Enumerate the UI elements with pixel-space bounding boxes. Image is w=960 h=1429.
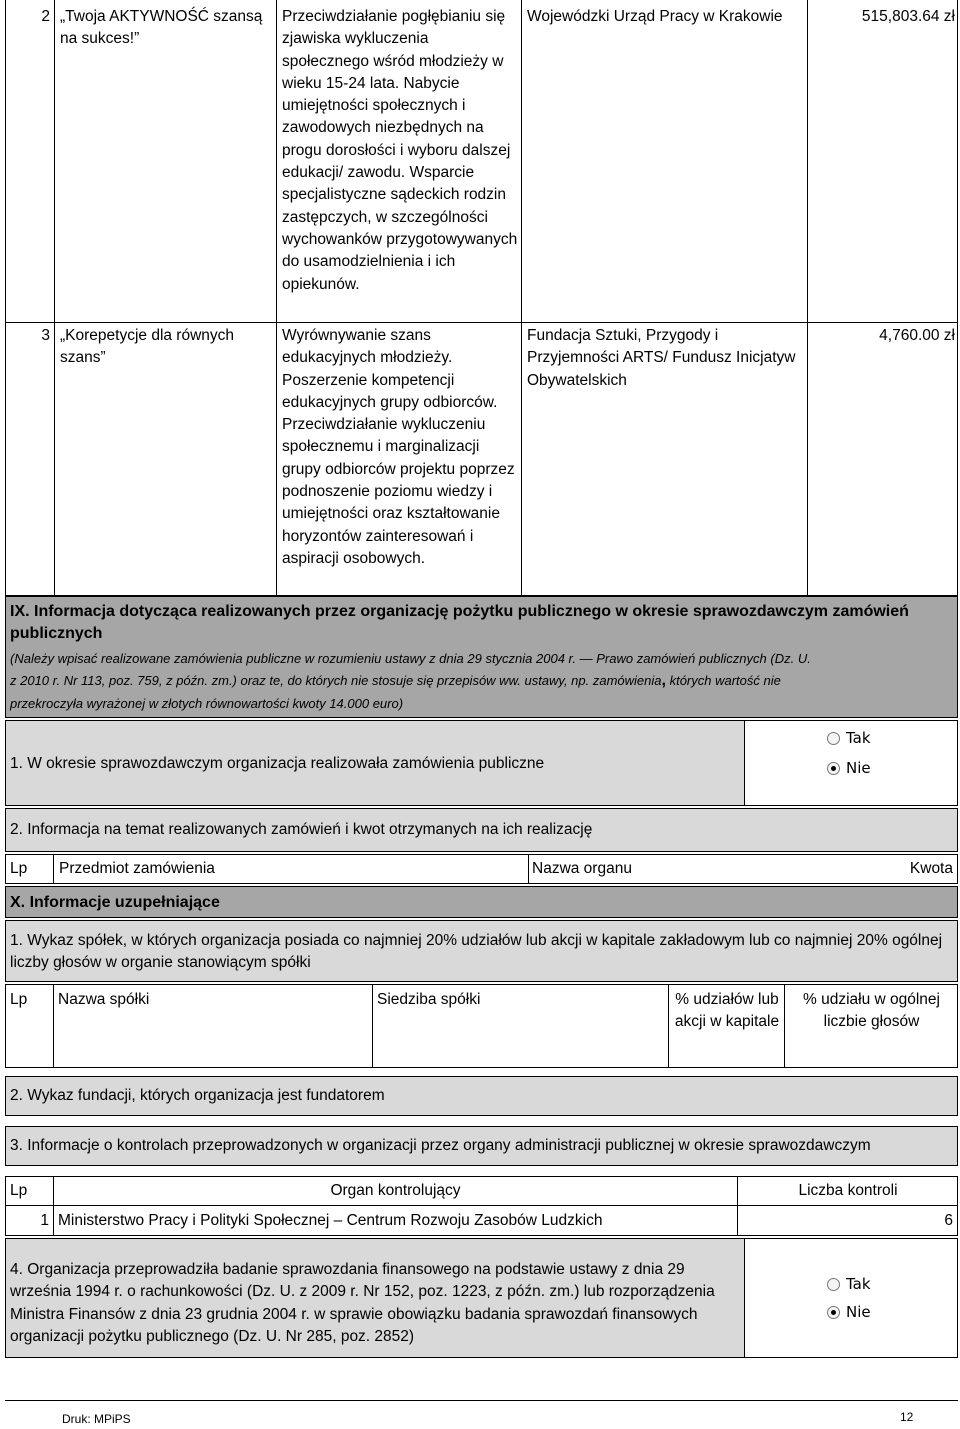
col-lp: Lp	[10, 860, 28, 877]
x-q1-label: 1. Wykaz spółek, w których organizacja posiada co najmniej 20% udziałów lub akcji w kapitale zakładowym lub co najmniej 20% ogólnej liczby głosów w organie stanowiącym spółki	[10, 932, 943, 972]
project-name: „Korepetycje dla równych szans”	[60, 327, 235, 367]
radio-checked-icon[interactable]	[827, 762, 840, 775]
x-q4-label: 4. Organizacja przeprowadziła badanie sprawozdania finansowego na podstawie ustawy z dnia 29 września 1994 r. o rachunkowości (Dz. U. z 2009 r. Nr 152, poz. 1223, z późn. zm.) lub rozporządzenia Ministra Finansów z dnia 23 grudnia 2004 r. w sprawie obowiązku badania sprawozdań finansowych organizacji pożytku publicznego (Dz. U. Nr 285, poz. 2852)	[10, 1261, 715, 1345]
col-authority: Nazwa organu	[532, 860, 632, 877]
x-q1-cell	[5, 920, 958, 982]
section-ix-header	[5, 596, 958, 718]
x-q4-cell	[5, 1238, 745, 1358]
ix-q1-label: 1. W okresie sprawozdawczym organizacja realizowała zamówienia publiczne	[10, 755, 545, 772]
col-lp: Lp	[10, 1182, 28, 1199]
page-number: 12	[900, 1410, 914, 1424]
ix-q1-cell	[5, 720, 745, 806]
projects-table	[5, 0, 958, 596]
x-q4-option-no[interactable]: Nie	[827, 1303, 871, 1321]
col-company-seat: Siedziba spółki	[377, 991, 481, 1008]
section-x-header	[5, 886, 958, 918]
row-lp: 3	[41, 327, 50, 344]
table-row	[5, 1206, 958, 1236]
radio-unchecked-icon[interactable]	[827, 1278, 840, 1291]
x-q4-options	[745, 1238, 958, 1358]
project-goal: Wyrównywanie szans edukacyjnych młodzieży. Poszerzenie kompetencji edukacyjnych grupy odbiorców. Przeciwdziałanie wykluczeniu społecznemu i marginalizacji grupy odbiorców projektu poprzez podnoszenie poziomu wiedzy i umiejętności oraz kształtowanie horyzontów zainteresowań i aspiracji osobowych.	[282, 327, 515, 567]
radio-checked-icon[interactable]	[827, 1306, 840, 1319]
ix-q1-option-no[interactable]: Nie	[827, 759, 871, 777]
col-votes: % udziału w ogólnej liczbie głosów	[802, 991, 940, 1031]
x-q3-label: 3. Informacje o kontrolach przeprowadzonych w organizacji przez organy administracji publicznej w okresie sprawozdawczym	[10, 1137, 871, 1154]
x-q4-option-yes[interactable]: Tak	[827, 1275, 871, 1293]
ix-q2-label: 2. Informacja na temat realizowanych zamówień i kwot otrzymanych na ich realizację	[10, 821, 593, 838]
col-shares: % udziałów lub akcji w kapitale	[674, 991, 780, 1031]
footer-print: Druk: MPiPS	[62, 1412, 131, 1426]
x-q2-cell	[5, 1076, 958, 1116]
row-lp: 2	[41, 8, 50, 25]
section-ix-note: (Należy wpisać realizowane zamówienia publiczne w rozumieniu ustawy z dnia 29 stycznia 2004 r. — Prawo zamówień publicznych (Dz. U. z 2010 r. Nr 113, poz. 759, z późn. zm.) oraz te, do których nie stosuje się przepisów ww. ustawy, np. zamówienia, których wartość nie przekroczyła wyrażonej w złotych równowartości kwoty 14.000 euro)	[10, 650, 811, 711]
col-lp: Lp	[10, 991, 28, 1008]
footer-rule	[5, 1400, 958, 1401]
project-organization: Wojewódzki Urząd Pracy w Krakowie	[527, 8, 783, 25]
control-lp: 1	[40, 1212, 49, 1229]
col-controlling-body: Organ kontrolujący	[330, 1182, 461, 1199]
col-company-name: Nazwa spółki	[58, 991, 150, 1008]
x-q2-label: 2. Wykaz fundacji, których organizacja jest fundatorem	[10, 1087, 385, 1104]
companies-header	[5, 984, 958, 1068]
project-amount: 515,803.64 zł	[861, 8, 955, 25]
ix-q1-option-yes[interactable]: Tak	[827, 729, 871, 747]
section-ix-title: IX. Informacja dotycząca realizowanych przez organizację pożytku publicznego w okresie sprawozdawczym zamówień publicznych	[10, 603, 909, 643]
col-control-count: Liczba kontroli	[798, 1182, 898, 1199]
project-goal: Przeciwdziałanie pogłębianiu się zjawiska wykluczenia społecznego wśród młodzieży w wieku 15-24 lata. Nabycie umiejętności społecznych i zawodowych niezbędnych na progu dorosłości i wyboru dalszej edukacji/ zawodu. Wsparcie specjalistyczne sądeckich rodzin zastępczych, w szczególności wychowanków przygotowywanych do usamodzielnienia i ich opiekunów.	[282, 8, 518, 293]
project-organization: Fundacja Sztuki, Przygody i Przyjemności ARTS/ Fundusz Inicjatyw Obywatelskich	[527, 327, 796, 389]
section-x-title: X. Informacje uzupełniające	[10, 894, 220, 911]
project-amount: 4,760.00 zł	[879, 327, 955, 344]
controls-header	[5, 1176, 958, 1206]
control-count: 6	[944, 1212, 953, 1229]
col-amount: Kwota	[909, 860, 953, 877]
ix-orders-header	[5, 854, 958, 884]
x-q3-cell	[5, 1126, 958, 1166]
radio-unchecked-icon[interactable]	[827, 732, 840, 745]
ix-q1-options	[745, 720, 958, 806]
ix-q2-cell	[5, 808, 958, 852]
col-subject: Przedmiot zamówienia	[59, 860, 215, 877]
project-name: „Twoja AKTYWNOŚĆ szansą na sukces!”	[60, 8, 263, 48]
control-body: Ministerstwo Pracy i Polityki Społecznej – Centrum Rozwoju Zasobów Ludzkich	[58, 1212, 603, 1229]
